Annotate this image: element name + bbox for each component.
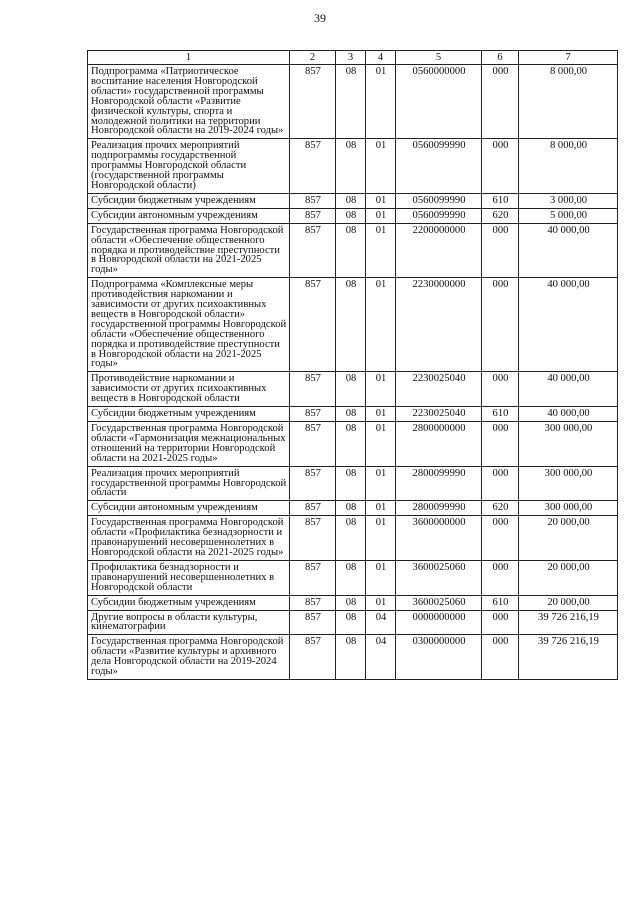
subsection-code: 01 (366, 208, 396, 223)
expense-type-code: 000 (482, 278, 519, 372)
amount: 8 000,00 (519, 65, 618, 139)
target-article-code: 0560000000 (396, 65, 482, 139)
subsection-code: 01 (366, 422, 396, 467)
target-article-code: 0300000000 (396, 635, 482, 680)
section-code: 08 (336, 501, 366, 516)
expense-type-code: 000 (482, 372, 519, 407)
row-description: Субсидии автономным учреждениям (88, 208, 290, 223)
amount: 20 000,00 (519, 595, 618, 610)
amount: 5 000,00 (519, 208, 618, 223)
amount: 20 000,00 (519, 516, 618, 561)
expense-type-code: 000 (482, 635, 519, 680)
row-description: Субсидии бюджетным учреждениям (88, 595, 290, 610)
subsection-code: 01 (366, 193, 396, 208)
subsection-code: 01 (366, 501, 396, 516)
budget-table (87, 50, 618, 680)
department-code: 857 (290, 208, 336, 223)
section-code: 08 (336, 610, 366, 635)
row-description: Субсидии бюджетным учреждениям (88, 407, 290, 422)
section-code: 08 (336, 208, 366, 223)
row-description: Субсидии бюджетным учреждениям (88, 193, 290, 208)
table-row (88, 610, 618, 635)
amount: 40 000,00 (519, 407, 618, 422)
expense-type-code: 000 (482, 560, 519, 595)
table-row (88, 193, 618, 208)
department-code: 857 (290, 139, 336, 194)
department-code: 857 (290, 65, 336, 139)
expense-type-code: 000 (482, 65, 519, 139)
row-description: Профилактика безнадзорности и правонарушений несовершеннолетних в Новгородской области (88, 560, 290, 595)
amount: 39 726 216,19 (519, 610, 618, 635)
expense-type-code: 000 (482, 516, 519, 561)
amount: 40 000,00 (519, 223, 618, 278)
table-row (88, 516, 618, 561)
subsection-code: 01 (366, 407, 396, 422)
amount: 40 000,00 (519, 278, 618, 372)
target-article-code: 0000000000 (396, 610, 482, 635)
row-description: Другие вопросы в области культуры, кинематографии (88, 610, 290, 635)
department-code: 857 (290, 560, 336, 595)
row-description: Субсидии автономным учреждениям (88, 501, 290, 516)
column-header: 2 (290, 51, 336, 65)
target-article-code: 3600000000 (396, 516, 482, 561)
page-number: 39 (314, 11, 326, 25)
table-row (88, 223, 618, 278)
section-code: 08 (336, 139, 366, 194)
column-header: 1 (88, 51, 290, 65)
subsection-code: 01 (366, 516, 396, 561)
row-description: Реализация прочих мероприятий подпрограммы государственной программы Новгородской области (государственной программы Новгородской области) (88, 139, 290, 194)
expense-type-code: 620 (482, 208, 519, 223)
target-article-code: 2230025040 (396, 407, 482, 422)
target-article-code: 0560099990 (396, 193, 482, 208)
subsection-code: 01 (366, 372, 396, 407)
department-code: 857 (290, 223, 336, 278)
expense-type-code: 000 (482, 466, 519, 501)
target-article-code: 3600025060 (396, 560, 482, 595)
department-code: 857 (290, 501, 336, 516)
expense-type-code: 610 (482, 193, 519, 208)
section-code: 08 (336, 635, 366, 680)
amount: 300 000,00 (519, 501, 618, 516)
subsection-code: 01 (366, 466, 396, 501)
table-row (88, 595, 618, 610)
table-row (88, 278, 618, 372)
section-code: 08 (336, 407, 366, 422)
section-code: 08 (336, 193, 366, 208)
section-code: 08 (336, 223, 366, 278)
subsection-code: 01 (366, 65, 396, 139)
section-code: 08 (336, 516, 366, 561)
department-code: 857 (290, 193, 336, 208)
section-code: 08 (336, 65, 366, 139)
expense-type-code: 000 (482, 223, 519, 278)
subsection-code: 01 (366, 139, 396, 194)
amount: 300 000,00 (519, 466, 618, 501)
column-header: 3 (336, 51, 366, 65)
amount: 20 000,00 (519, 560, 618, 595)
column-header: 7 (519, 51, 618, 65)
row-description: Подпрограмма «Патриотическое воспитание населения Новгородской области» государственной программы Новгородской области «Развитие физической культуры, спорта и молодежной политики на территории Новгородской области на 2019-2024 годы» (88, 65, 290, 139)
expense-type-code: 610 (482, 595, 519, 610)
target-article-code: 2800099990 (396, 501, 482, 516)
target-article-code: 2230025040 (396, 372, 482, 407)
section-code: 08 (336, 372, 366, 407)
expense-type-code: 000 (482, 139, 519, 194)
row-description: Подпрограмма «Комплексные меры противодействия наркомании и зависимости от других психоактивных веществ в Новгородской области» государственной программы Новгородской области «Обеспечение общественного порядка и противодействие преступности в Новгородской области на 2021-2025 годы» (88, 278, 290, 372)
amount: 3 000,00 (519, 193, 618, 208)
row-description: Государственная программа Новгородской области «Развитие культуры и архивного дела Новгородской области на 2019-2024 годы» (88, 635, 290, 680)
amount: 300 000,00 (519, 422, 618, 467)
department-code: 857 (290, 466, 336, 501)
column-header: 4 (366, 51, 396, 65)
row-description: Противодействие наркомании и зависимости от других психоактивных веществ в Новгородской области (88, 372, 290, 407)
table-row (88, 422, 618, 467)
subsection-code: 01 (366, 223, 396, 278)
row-description: Реализация прочих мероприятий государственной программы Новгородской области (88, 466, 290, 501)
target-article-code: 2800099990 (396, 466, 482, 501)
department-code: 857 (290, 595, 336, 610)
department-code: 857 (290, 635, 336, 680)
expense-type-code: 000 (482, 422, 519, 467)
expense-type-code: 000 (482, 610, 519, 635)
target-article-code: 0560099990 (396, 208, 482, 223)
target-article-code: 0560099990 (396, 139, 482, 194)
subsection-code: 01 (366, 278, 396, 372)
subsection-code: 04 (366, 635, 396, 680)
amount: 39 726 216,19 (519, 635, 618, 680)
amount: 40 000,00 (519, 372, 618, 407)
department-code: 857 (290, 407, 336, 422)
department-code: 857 (290, 278, 336, 372)
table-row (88, 635, 618, 680)
department-code: 857 (290, 610, 336, 635)
expense-type-code: 610 (482, 407, 519, 422)
table-header-row (88, 51, 618, 65)
department-code: 857 (290, 372, 336, 407)
table-row (88, 372, 618, 407)
expense-type-code: 620 (482, 501, 519, 516)
target-article-code: 3600025060 (396, 595, 482, 610)
row-description: Государственная программа Новгородской области «Профилактика безнадзорности и правонарушений несовершеннолетних в Новгородской области на 2021-2025 годы» (88, 516, 290, 561)
section-code: 08 (336, 595, 366, 610)
table-row (88, 501, 618, 516)
section-code: 08 (336, 278, 366, 372)
column-header: 5 (396, 51, 482, 65)
amount: 8 000,00 (519, 139, 618, 194)
table-row (88, 466, 618, 501)
department-code: 857 (290, 516, 336, 561)
target-article-code: 2230000000 (396, 278, 482, 372)
section-code: 08 (336, 560, 366, 595)
row-description: Государственная программа Новгородской области «Гармонизация межнациональных отношений на территории Новгородской области на 2021-2025 годы» (88, 422, 290, 467)
subsection-code: 01 (366, 595, 396, 610)
row-description: Государственная программа Новгородской области «Обеспечение общественного порядка и противодействие преступности в Новгородской области на 2021-2025 годы» (88, 223, 290, 278)
department-code: 857 (290, 422, 336, 467)
table-row (88, 65, 618, 139)
table-row (88, 407, 618, 422)
target-article-code: 2800000000 (396, 422, 482, 467)
subsection-code: 04 (366, 610, 396, 635)
subsection-code: 01 (366, 560, 396, 595)
table-row (88, 560, 618, 595)
table-row (88, 208, 618, 223)
section-code: 08 (336, 422, 366, 467)
target-article-code: 2200000000 (396, 223, 482, 278)
section-code: 08 (336, 466, 366, 501)
column-header: 6 (482, 51, 519, 65)
table-row (88, 139, 618, 194)
